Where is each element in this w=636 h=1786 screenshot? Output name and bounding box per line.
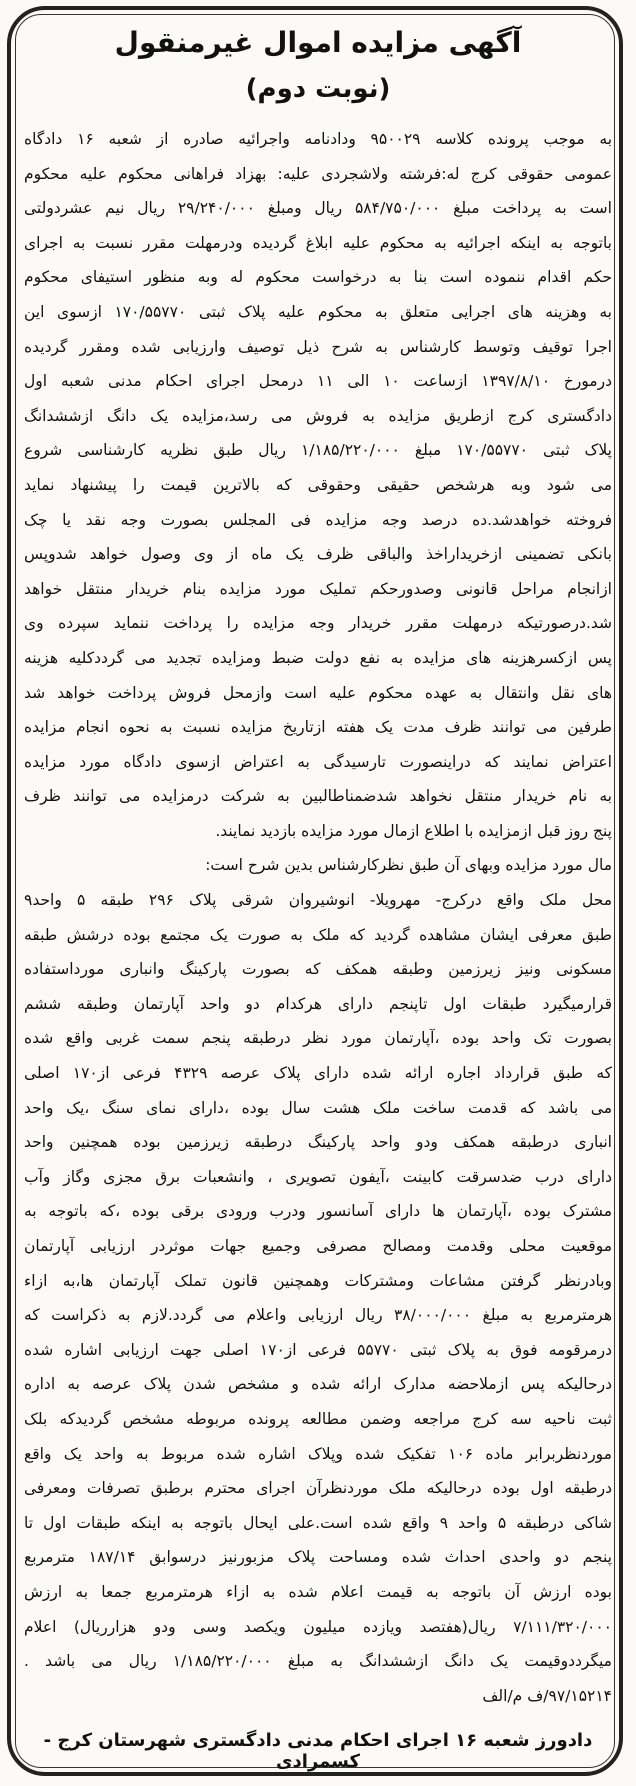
notice-text-line: است به پرداخت مبلغ ۵۸۴/۷۵۰/۰۰۰ ریال ومبلغ ۲۹/۲۴۰/۰۰۰ ریال نیم عشردولتی (24, 199, 612, 218)
notice-text-line: موقعیت محلی وقدمت ومصالح مصرفی وجمیع جهات موثردر ارزیابی آپارتمان (24, 1237, 612, 1255)
notice-text-line: می شود وبه هرشخص حقیقی وحقوقی که بالاترین قیمت را پیشنهاد نماید (24, 475, 612, 494)
reference-number: ۹۷/۱۵۲۱۴/ف م/الف (482, 1686, 612, 1705)
notice-text-line: به موجب پرونده کلاسه ۹۵۰۰۲۹ ودادنامه واجرائیه صادره از شعبه ۱۶ دادگاه (24, 130, 613, 148)
notice-text-line: پلاک ثبتی ۱۷۰/۵۵۷۷۰ مبلغ ۱/۱۸۵/۲۲۰/۰۰۰ ریال طبق نظریه کارشناسی شروع (24, 441, 612, 460)
notice-text-line: باتوجه به اینکه اجرائیه به محکوم علیه ابلاغ گردیده ودرمهلت مقرر نسبت به اجرای (24, 233, 612, 252)
notice-text-line: موردنظربرابر ماده ۱۰۶ تفکیک شده وپلاک اشاره شده مربوط به واحد یک واقع (24, 1444, 612, 1463)
notice-text-line: درطبقه اول بوده درحالیکه ملک موردنظرآن اجرای محترم برطبق تصرفات ومعرفی (24, 1479, 612, 1498)
notice-text-line: که طبق قرارداد اجاره ارائه شده دارای پلاک عرصه ۴۳۲۹ فرعی از۱۷۰ اصلی (24, 1064, 613, 1083)
notice-text-line: اعتراض نمایند که دراینصورت تارسیدگی به اعتراض ازسوی دادگاه مورد مزایده (24, 752, 612, 771)
notice-text-line: های نقل وانتقال به عهده محکوم علیه است وازمحل فروش پرداخت خواهد شد (24, 683, 612, 702)
notice-text-line: طرفین می توانند ظرف مدت یک هفته ازتاریخ مزایده نسبت به نحوه انجام مزایده (24, 718, 612, 737)
notice-body (24, 122, 612, 1713)
notice-text-line: اجرا توقیف وتوسط کارشناس به شرح ذیل توصیف وارزیابی شده ومقرر گردیده (24, 337, 612, 356)
notice-text-line: پنجم دو واحدی احداث شده ومساحت پلاک مزبورنیز درسوابق ۱۸۷/۱۴ مترمربع (24, 1548, 612, 1567)
notice-text-line: بانکی تضمینی ازخریداراخذ والباقی ظرف یک ماه از وی وصول خواهد شدوپس (24, 545, 612, 564)
notice-text-line: محل ملک واقع درکرج- مهرویلا- انوشیروان شرقی پلاک ۲۹۶ طبقه ۵ واحد۹ (24, 891, 612, 910)
notice-text-line: انباری درطبقه همکف ودو واحد پارکینگ درطبقه زیرزمین بوده همچنین واحد (24, 1133, 612, 1152)
notice-text-line: دادگستری کرج ازطریق مزایده به فروش می رسد،مزایده یک دانگ ازششدانگ (24, 406, 612, 425)
notice-text-line: می باشد که قدمت ساخت ملک هشت سال بوده ،دارای نمای سنگ ،یک واحد (24, 1098, 612, 1117)
notice-text-line: مال مورد مزایده وبهای آن طبق نظرکارشناس بدین شرح است: (205, 856, 612, 875)
notice-text-line: فروخته خواهدشد.ده درصد وجه مزایده فی المجلس بصورت وجه نقد یا چک (24, 510, 612, 529)
notice-text-line: قرارمیگیرد طبقات اول تاپنجم دارای هرکدام دو واحد آپارتمان وطبقه ششم (24, 994, 612, 1013)
notice-text-line: به وهزینه های اجرایی متعلق به محکوم علیه پلاک ثبتی ۱۷۰/۵۵۷۷۰ ازسوی این (24, 302, 612, 321)
notice-text-line: پس ازکسرهزینه های مزایده به نفع دولت ضبط ومزایده تجدید می گرددکلیه هزینه (24, 648, 612, 667)
notice-text-line: ثبت ناحیه سه کرج مراجعه وضمن مطالعه پرونده مربوطه مشخص گردیدکه بلک (24, 1409, 612, 1428)
notice-text-line: شد.درصورتیکه درمهلت مقرر خریدار وجه مزایده را پرداخت ننماید سپرده وی (24, 614, 612, 633)
notice-text-line: حکم اقدام ننموده است بنا به درخواست محکوم له وبه منظور استیفای محکوم (24, 268, 612, 287)
notice-text-line: مشترک بوده ،آپارتمان ها دارای آسانسور ودرب ورودی برقی بوده ،که باتوجه به (24, 1202, 612, 1221)
notice-text-line: بوده ارزش آن باتوجه به قیمت اعلام شده به ازاء هرمترمربع جمعا به ارزش (24, 1582, 612, 1601)
notice-text-line: درمرقومه فوق به پلاک ثبتی ۵۵۷۷۰ فرعی از۱۷۰ اصلی جهت ارزیابی اشاره شده (24, 1340, 612, 1359)
notice-text-line: درمورخ ۱۳۹۷/۸/۱۰ ازساعت ۱۰ الی ۱۱ درمحل اجرای احکام مدنی شعبه اول (24, 372, 612, 391)
notice-signature: دادورز شعبه ۱۶ اجرای احکام مدنی دادگستری شهرستان کرج - کسمرادی (43, 1730, 593, 1772)
notice-text-line: به نام خریدار منتقل نخواهد شدضمناطالبین به شرکت درمزایده می توانند ظرف (24, 787, 612, 806)
notice-text-line: پنج روز قبل ازمزایده با اطلاع ازمال مورد مزایده بازدید نمایند. (215, 821, 612, 840)
notice-text-line: ۷/۱۱۱/۳۲۰/۰۰۰ ریال(هفتصد ویازده میلیون ویکصد وسی ودو هزارریال) اعلام (24, 1617, 612, 1636)
notice-text-line: عمومی حقوقی کرج له:فرشته ولاشجردی علیه: بهزاد فراهانی محکوم علیه محکوم (24, 164, 612, 183)
notice-text-line: شاکی درطبقه ۵ واحد ۹ واقع شده است.علی ایحال باتوجه به اینکه طبقات اول تا (24, 1513, 612, 1532)
notice-text-line: طبق معرفی ایشان مشاهده گردید که ملک به صورت یک مجتمع بوده درشش طبقه (24, 925, 612, 944)
notice-title: آگهی مزایده اموال غیرمنقول (114, 26, 522, 59)
notice-text-line: دارای درب ضدسرقت کابینت ،آیفون تصویری ، وانشعبات برق مجزی وگاز وآب (24, 1167, 612, 1186)
notice-text-line: میگرددوقیمت یک دانگ ازششدانگ به مبلغ ۱/۱۸۵/۲۲۰/۰۰۰ ریال می باشد . (24, 1652, 612, 1671)
notice-text-line: وبادرنظر گرفتن مشاعات ومشترکات وهمچنین قانون تملک آپارتمان ها،به ازاء (24, 1271, 612, 1290)
notice-text-line: مسکونی ونیز زیرزمین وطبقه همکف که بصورت پارکینگ وانباری مورداستفاده (24, 960, 612, 979)
notice-text-line: ازانجام مراحل قانونی وصدورحکم تملیک مورد مزایده بنام خریدار منتقل خواهد (24, 579, 612, 598)
notice-text-line: بصورت تک واحد بوده ،آپارتمان مورد نظر درطبقه پنجم سمت غربی واقع شده (24, 1029, 612, 1048)
notice-subtitle: (نوبت دوم) (245, 74, 391, 104)
notice-text-line: درحالیکه پس ازملاحضه مدارک ارائه شده و مشخص شدن پلاک عرصه به اداره (24, 1375, 612, 1394)
notice-text-line: هرمترمربع به مبلغ ۳۸/۰۰۰/۰۰۰ ریال ارزیابی واعلام می گردد.لازم به ذکراست که (24, 1306, 612, 1325)
